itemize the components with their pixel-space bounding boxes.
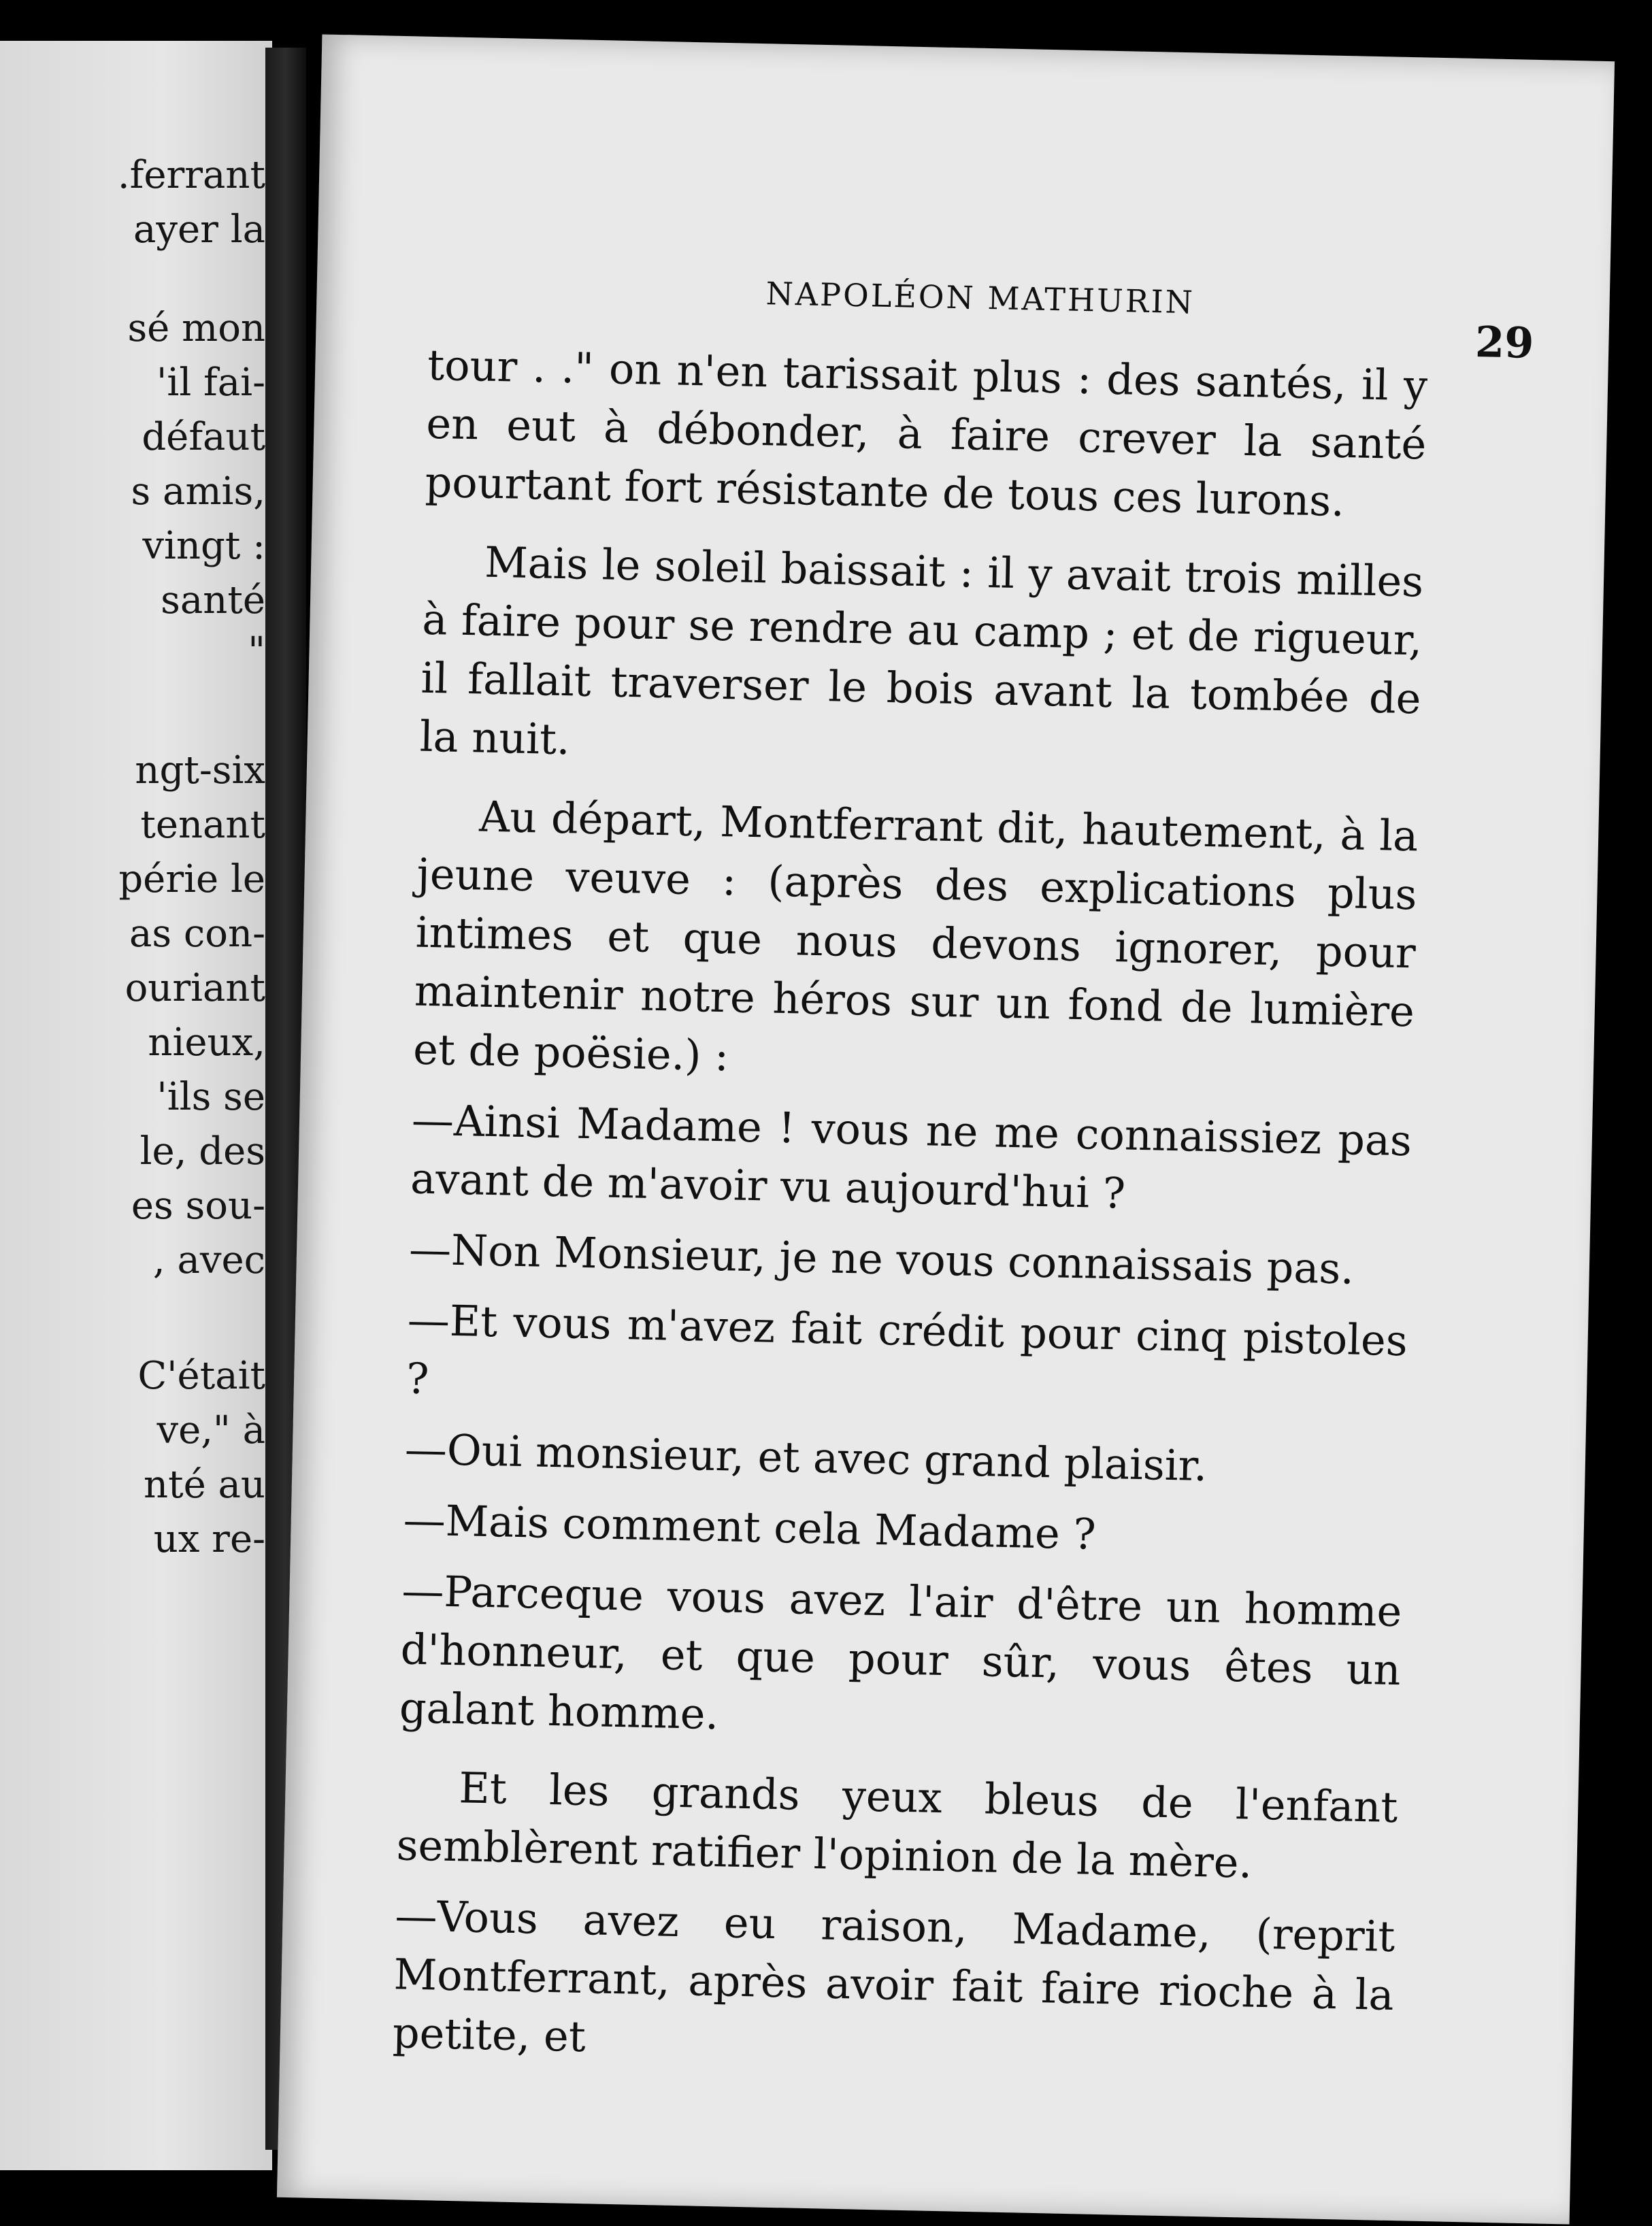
right-page: [277, 34, 1615, 2224]
left-facing-page: [0, 41, 272, 2170]
left-page-line: es sou-: [131, 1184, 265, 1228]
page-number: 29: [1474, 317, 1535, 368]
left-page-line: ux re-: [153, 1517, 265, 1561]
left-page-line: .ferrant: [117, 153, 265, 197]
left-page-line: vingt :: [142, 524, 265, 568]
left-page-line: ve," à: [156, 1408, 265, 1452]
left-page-line: C'était: [137, 1354, 265, 1398]
left-page-line: nté au: [144, 1463, 265, 1507]
left-page-line: santé: [161, 578, 265, 622]
paragraph: Au départ, Montferrant dit, hautement, à la jeune veuve : (après des explications plus intimes et que nous devons ignorer, pour maintenir notre héros sur un fond de lumière et de poësie.) :: [412, 791, 1419, 1081]
left-page-line: 'il fai-: [156, 361, 265, 405]
left-page-line: ayer la: [133, 207, 265, 252]
left-page-line: sé mon: [127, 306, 265, 350]
dialogue-paragraph: —Et vous m'avez fait crédit pour cinq pistoles ?: [406, 1295, 1408, 1404]
dialogue-paragraph: —Oui monsieur, et avec grand plaisir.: [404, 1424, 1208, 1491]
left-page-line: défaut: [142, 415, 265, 459]
left-page-line: , avec: [152, 1238, 265, 1282]
running-header: NAPOLÉON MATHURIN: [765, 275, 1195, 321]
paragraph: tour . ." on n'en tarissait plus : des santés, il y en eut à débonder, à faire crever la santé pourtant fort résistante de tous ces lurons.: [424, 339, 1428, 527]
left-page-line: as con-: [129, 912, 265, 956]
left-page-line: ": [248, 629, 265, 674]
left-page-line: s amis,: [131, 469, 265, 514]
paragraph: Mais le soleil baissait : il y avait trois milles à faire pour se rendre au camp ; et de rigueur, il fallait traverser le bois avant la tombée de la nuit.: [419, 537, 1424, 765]
dialogue-paragraph: —Parceque vous avez l'air d'être un homme d'honneur, et que pour sûr, vous êtes un galant homme.: [399, 1565, 1403, 1740]
left-page-line: ngt-six: [135, 748, 265, 793]
dialogue-paragraph: —Non Monsieur, je ne vous connaissais pas.: [408, 1224, 1355, 1294]
left-page-line: tenant: [140, 803, 265, 847]
dialogue-paragraph: —Mais comment cela Madame ?: [403, 1495, 1097, 1559]
dialogue-paragraph: —Ainsi Madame ! vous ne me connaissiez pas avant de m'avoir vu aujourd'hui ?: [410, 1095, 1413, 1218]
left-page-line: nieux,: [148, 1020, 265, 1065]
paragraph: Et les grands yeux bleus de l'enfant semblèrent ratifier l'opinion de la mère.: [396, 1763, 1399, 1888]
dialogue-paragraph: —Vous avez eu raison, Madame, (reprit Montferrant, après avoir fait faire rioche à la petite, et: [392, 1891, 1396, 2062]
left-page-line: le, des: [139, 1129, 265, 1174]
left-page-line: ouriant: [125, 966, 265, 1010]
body-text: [392, 336, 1428, 2083]
left-page-line: 'ils se: [156, 1075, 265, 1119]
left-page-line: périe le: [118, 857, 265, 901]
